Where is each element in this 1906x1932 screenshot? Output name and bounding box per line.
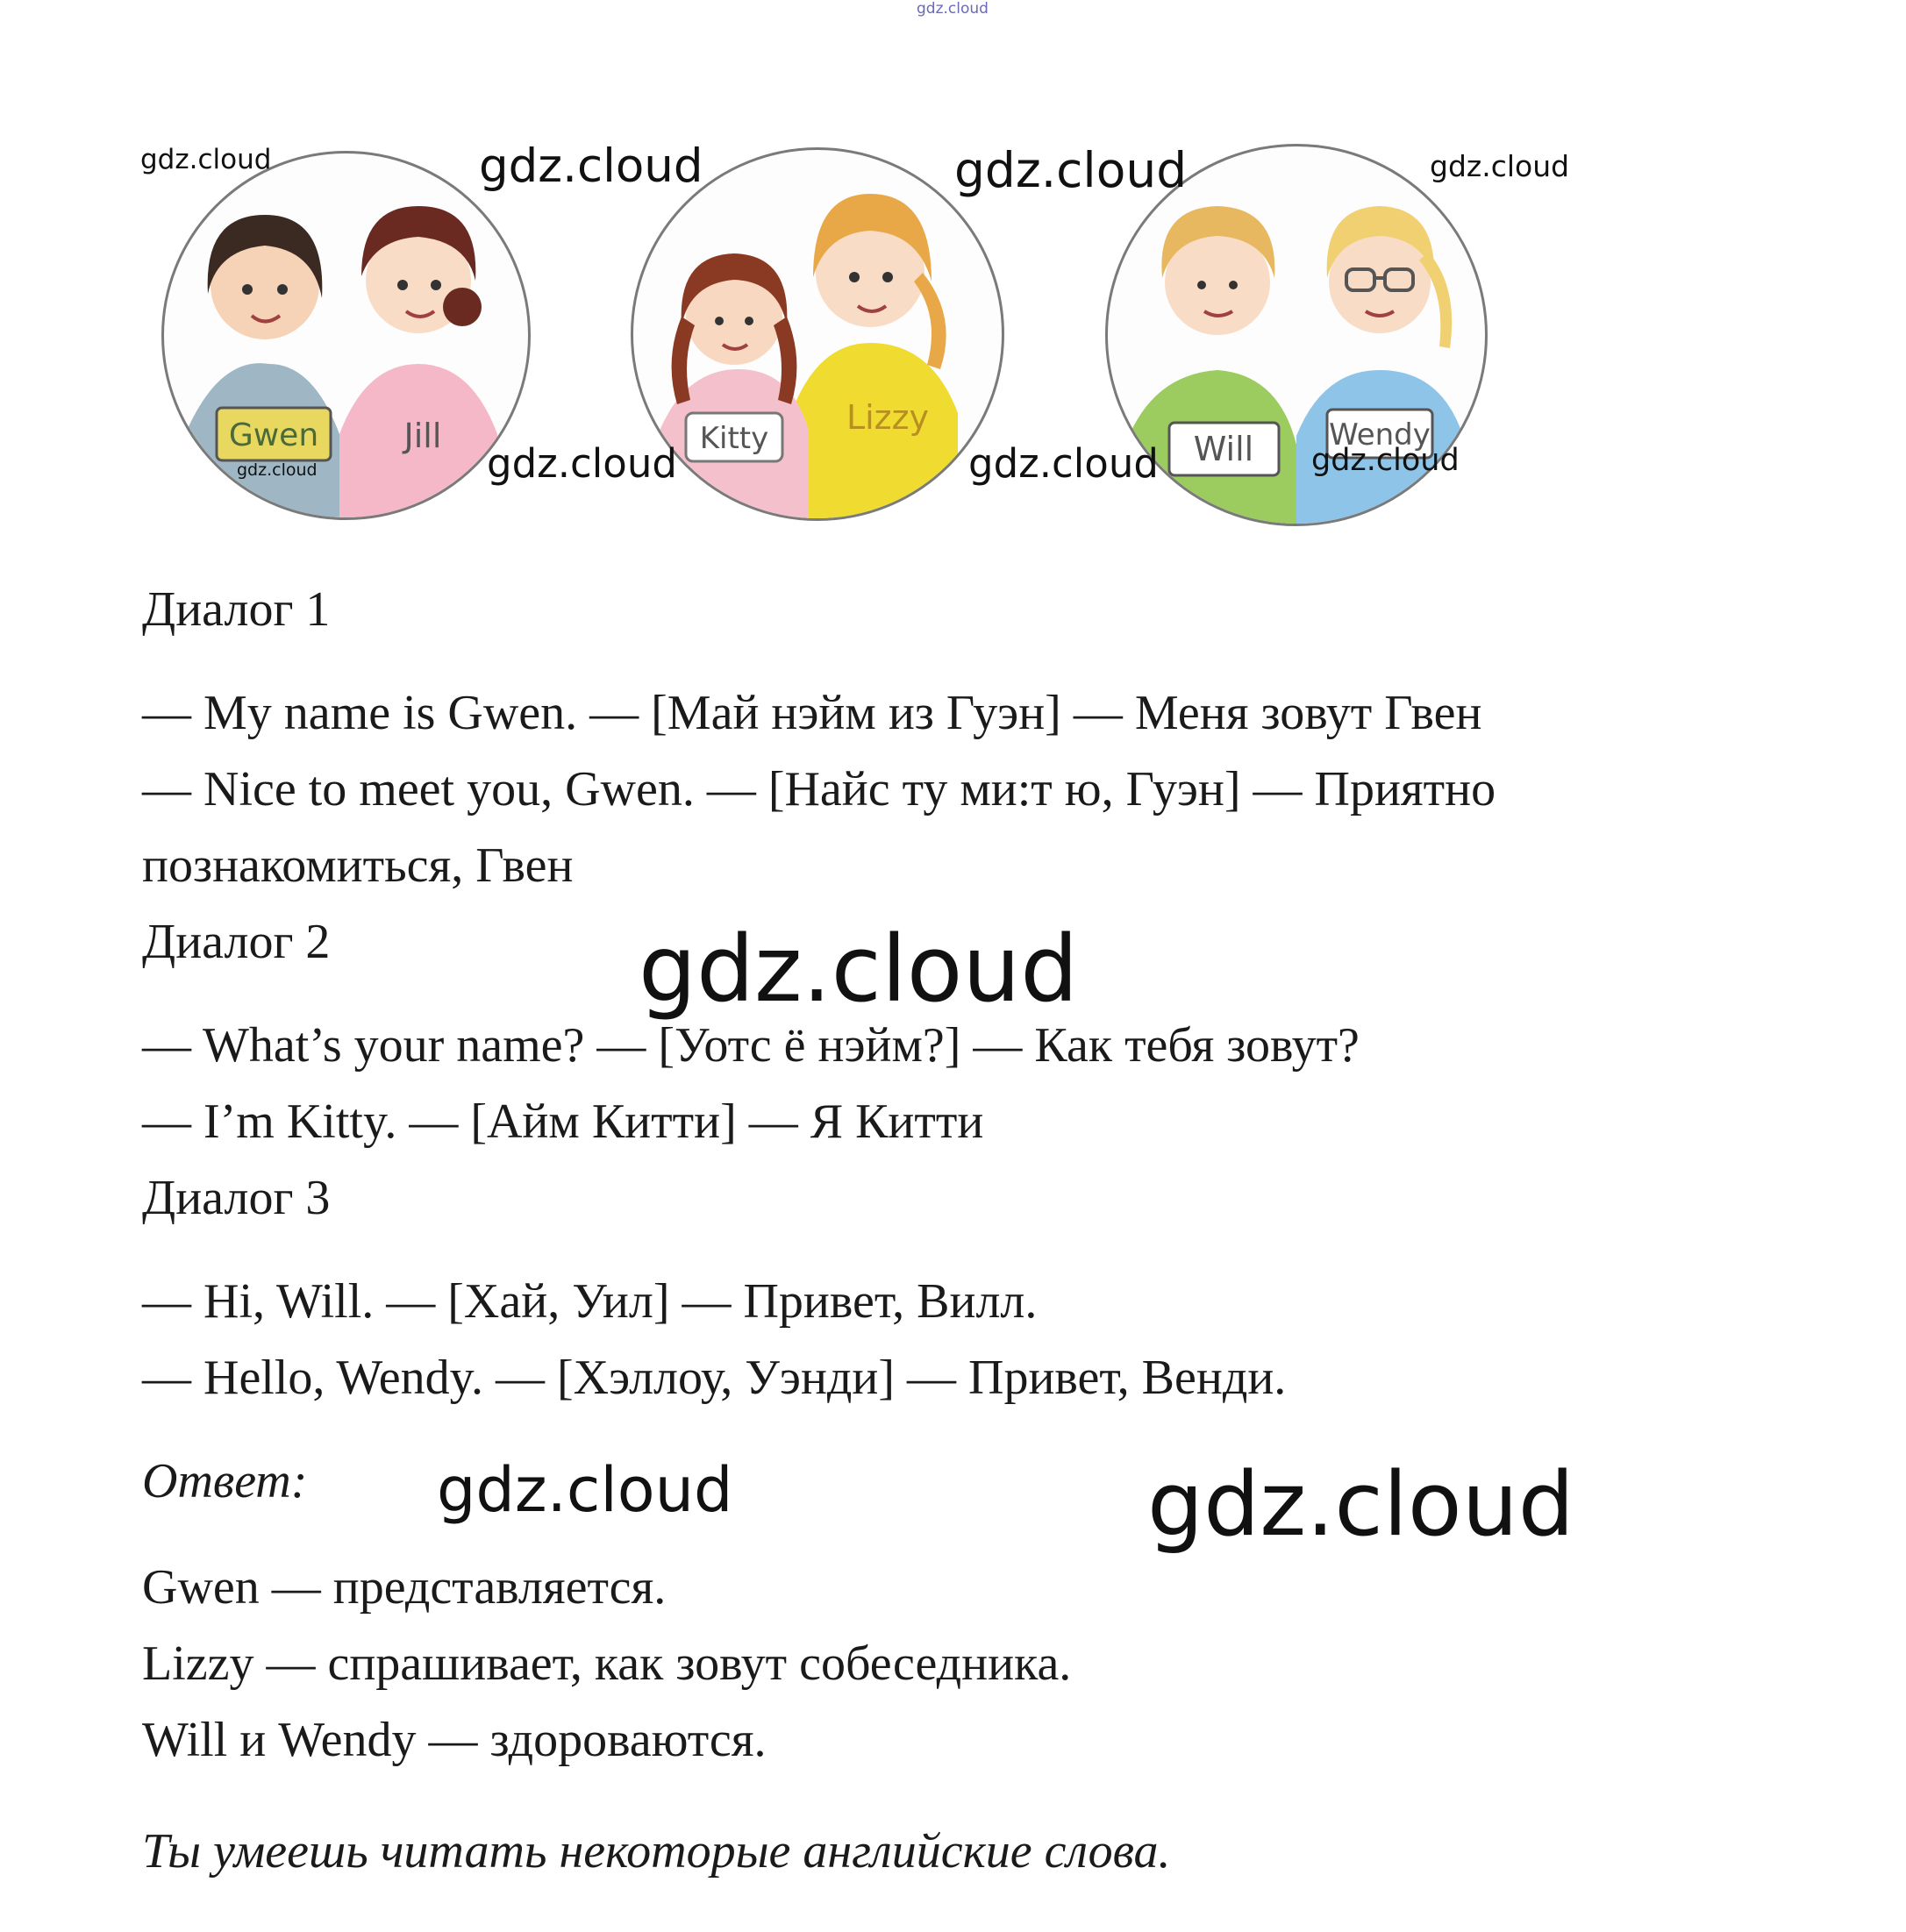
dialog-3-line-2: — Hello, Wendy. — [Хэллоу, Уэнди] — Привет, Венди. (142, 1351, 1287, 1405)
dialog-1-line-2: — Nice to meet you, Gwen. — [Найс ту ми:т ю, Гуэн] — Приятно (142, 762, 1496, 816)
watermark: gdz.cloud (140, 144, 272, 175)
footer-note: Ты умеешь читать некоторые английские слова. (142, 1824, 1171, 1879)
illustration-kitty-lizzy (631, 147, 1004, 521)
watermark: gdz.cloud (479, 139, 703, 193)
dialog-3-line-1: — Hi, Will. — [Хай, Уил] — Привет, Вилл. (142, 1274, 1038, 1329)
answer-line-2: Lizzy — спрашивает, как зовут собеседника. (142, 1636, 1072, 1691)
watermark: gdz.cloud (917, 0, 989, 18)
dialog-2-title: Диалог 2 (142, 915, 331, 969)
watermark: gdz.cloud (487, 440, 677, 487)
watermark: gdz.cloud (954, 142, 1188, 198)
illustration-kitty-lizzy-drawing (633, 150, 1002, 518)
dialog-2-line-1: — What’s your name? — [Уотс ё нэйм?] — Как тебя зовут? (142, 1018, 1360, 1073)
illustration-gwen-jill-drawing (164, 153, 528, 517)
name-label-kitty: Kitty (699, 421, 769, 456)
watermark: gdz.cloud (437, 1454, 733, 1526)
watermark: gdz.cloud (1147, 1452, 1574, 1556)
watermark: gdz.cloud (639, 916, 1079, 1023)
answer-line-1: Gwen — представляется. (142, 1560, 667, 1615)
illustration-gwen-jill (161, 151, 531, 520)
watermark: gdz.cloud (1311, 443, 1460, 478)
answer-line-3: Will и Wendy — здороваются. (142, 1713, 767, 1767)
dialog-3-title: Диалог 3 (142, 1171, 331, 1225)
name-label-wendy: Wendy (1329, 417, 1431, 453)
dialog-2-line-2: — I’m Kitty. — [Айм Китти] — Я Китти (142, 1094, 984, 1149)
name-label-gwen: Gwen (228, 417, 319, 453)
watermark: gdz.cloud (968, 440, 1159, 487)
dialog-1-title: Диалог 1 (142, 582, 331, 637)
dialog-1-line-1: — My name is Gwen. — [Май нэйм из Гуэн] — Меня зовут Гвен (142, 686, 1482, 740)
watermark: gdz.cloud (1430, 149, 1570, 183)
watermark: gdz.cloud (237, 460, 318, 480)
name-label-lizzy: Lizzy (846, 398, 930, 437)
name-label-jill: Jill (403, 417, 442, 455)
dialog-1-line-3: познакомиться, Гвен (142, 838, 574, 893)
answer-label: Ответ: (142, 1454, 308, 1508)
name-label-will: Will (1193, 430, 1254, 468)
